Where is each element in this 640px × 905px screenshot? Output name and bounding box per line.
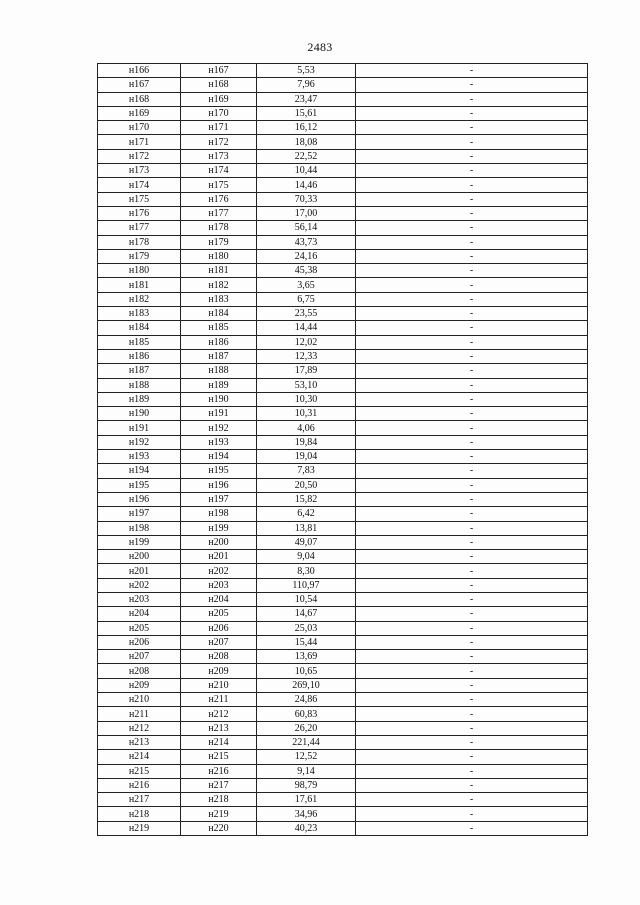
from-point-cell: н198 xyxy=(98,521,181,535)
table-row xyxy=(98,693,588,707)
note-cell: - xyxy=(356,735,588,749)
from-point-cell: н214 xyxy=(98,750,181,764)
length-cell: 6,75 xyxy=(257,292,356,306)
length-cell: 25,03 xyxy=(257,621,356,635)
to-point-cell: н203 xyxy=(181,578,257,592)
to-point-cell: н184 xyxy=(181,307,257,321)
length-cell: 221,44 xyxy=(257,735,356,749)
from-point-cell: н166 xyxy=(98,64,181,78)
table-row xyxy=(98,407,588,421)
from-point-cell: н172 xyxy=(98,149,181,163)
length-cell: 23,55 xyxy=(257,307,356,321)
length-cell: 10,31 xyxy=(257,407,356,421)
from-point-cell: н218 xyxy=(98,807,181,821)
from-point-cell: н178 xyxy=(98,235,181,249)
to-point-cell: н217 xyxy=(181,778,257,792)
note-cell: - xyxy=(356,264,588,278)
from-point-cell: н206 xyxy=(98,635,181,649)
to-point-cell: н194 xyxy=(181,450,257,464)
table-row xyxy=(98,550,588,564)
table-row xyxy=(98,621,588,635)
note-cell: - xyxy=(356,278,588,292)
from-point-cell: н205 xyxy=(98,621,181,635)
note-cell: - xyxy=(356,221,588,235)
from-point-cell: н182 xyxy=(98,292,181,306)
length-cell: 10,65 xyxy=(257,664,356,678)
to-point-cell: н195 xyxy=(181,464,257,478)
length-cell: 17,61 xyxy=(257,793,356,807)
from-point-cell: н168 xyxy=(98,92,181,106)
table-row xyxy=(98,750,588,764)
from-point-cell: н212 xyxy=(98,721,181,735)
from-point-cell: н169 xyxy=(98,106,181,120)
from-point-cell: н195 xyxy=(98,478,181,492)
note-cell: - xyxy=(356,64,588,78)
note-cell: - xyxy=(356,478,588,492)
length-cell: 7,83 xyxy=(257,464,356,478)
length-cell: 10,54 xyxy=(257,592,356,606)
to-point-cell: н179 xyxy=(181,235,257,249)
length-cell: 4,06 xyxy=(257,421,356,435)
note-cell: - xyxy=(356,821,588,835)
to-point-cell: н188 xyxy=(181,364,257,378)
table-row xyxy=(98,450,588,464)
to-point-cell: н181 xyxy=(181,264,257,278)
to-point-cell: н172 xyxy=(181,135,257,149)
from-point-cell: н211 xyxy=(98,707,181,721)
note-cell: - xyxy=(356,693,588,707)
to-point-cell: н210 xyxy=(181,678,257,692)
note-cell: - xyxy=(356,292,588,306)
table-row xyxy=(98,478,588,492)
length-cell: 9,04 xyxy=(257,550,356,564)
length-cell: 14,67 xyxy=(257,607,356,621)
to-point-cell: н185 xyxy=(181,321,257,335)
length-cell: 26,20 xyxy=(257,721,356,735)
to-point-cell: н207 xyxy=(181,635,257,649)
note-cell: - xyxy=(356,750,588,764)
length-cell: 60,83 xyxy=(257,707,356,721)
to-point-cell: н215 xyxy=(181,750,257,764)
note-cell: - xyxy=(356,121,588,135)
from-point-cell: н171 xyxy=(98,135,181,149)
length-cell: 17,00 xyxy=(257,206,356,220)
length-cell: 20,50 xyxy=(257,478,356,492)
table-row xyxy=(98,121,588,135)
table-row xyxy=(98,192,588,206)
to-point-cell: н170 xyxy=(181,106,257,120)
length-cell: 15,61 xyxy=(257,106,356,120)
table-row xyxy=(98,335,588,349)
from-point-cell: н175 xyxy=(98,192,181,206)
table-row xyxy=(98,564,588,578)
from-point-cell: н187 xyxy=(98,364,181,378)
note-cell: - xyxy=(356,364,588,378)
note-cell: - xyxy=(356,764,588,778)
table-row xyxy=(98,178,588,192)
to-point-cell: н180 xyxy=(181,249,257,263)
table-body xyxy=(98,64,588,836)
from-point-cell: н200 xyxy=(98,550,181,564)
note-cell: - xyxy=(356,678,588,692)
note-cell: - xyxy=(356,592,588,606)
note-cell: - xyxy=(356,178,588,192)
length-cell: 10,44 xyxy=(257,164,356,178)
note-cell: - xyxy=(356,235,588,249)
table-row xyxy=(98,793,588,807)
length-cell: 17,89 xyxy=(257,364,356,378)
length-cell: 110,97 xyxy=(257,578,356,592)
length-cell: 19,84 xyxy=(257,435,356,449)
table-row xyxy=(98,592,588,606)
length-cell: 7,96 xyxy=(257,78,356,92)
to-point-cell: н211 xyxy=(181,693,257,707)
length-cell: 49,07 xyxy=(257,535,356,549)
table-row xyxy=(98,235,588,249)
table-row xyxy=(98,321,588,335)
note-cell: - xyxy=(356,564,588,578)
table-row xyxy=(98,521,588,535)
to-point-cell: н202 xyxy=(181,564,257,578)
length-cell: 5,53 xyxy=(257,64,356,78)
table-row xyxy=(98,392,588,406)
to-point-cell: н193 xyxy=(181,435,257,449)
length-cell: 10,30 xyxy=(257,392,356,406)
note-cell: - xyxy=(356,392,588,406)
to-point-cell: н213 xyxy=(181,721,257,735)
to-point-cell: н218 xyxy=(181,793,257,807)
to-point-cell: н199 xyxy=(181,521,257,535)
to-point-cell: н169 xyxy=(181,92,257,106)
note-cell: - xyxy=(356,635,588,649)
table-row xyxy=(98,249,588,263)
from-point-cell: н186 xyxy=(98,349,181,363)
from-point-cell: н219 xyxy=(98,821,181,835)
to-point-cell: н189 xyxy=(181,378,257,392)
note-cell: - xyxy=(356,106,588,120)
note-cell: - xyxy=(356,421,588,435)
from-point-cell: н173 xyxy=(98,164,181,178)
from-point-cell: н179 xyxy=(98,249,181,263)
to-point-cell: н204 xyxy=(181,592,257,606)
note-cell: - xyxy=(356,507,588,521)
from-point-cell: н208 xyxy=(98,664,181,678)
to-point-cell: н167 xyxy=(181,64,257,78)
table-row xyxy=(98,807,588,821)
table-row xyxy=(98,92,588,106)
table-row xyxy=(98,149,588,163)
note-cell: - xyxy=(356,321,588,335)
table-row xyxy=(98,349,588,363)
from-point-cell: н167 xyxy=(98,78,181,92)
table-row xyxy=(98,635,588,649)
to-point-cell: н192 xyxy=(181,421,257,435)
table-row xyxy=(98,578,588,592)
length-cell: 22,52 xyxy=(257,149,356,163)
to-point-cell: н191 xyxy=(181,407,257,421)
table-row xyxy=(98,78,588,92)
from-point-cell: н209 xyxy=(98,678,181,692)
from-point-cell: н201 xyxy=(98,564,181,578)
from-point-cell: н185 xyxy=(98,335,181,349)
note-cell: - xyxy=(356,535,588,549)
from-point-cell: н176 xyxy=(98,206,181,220)
table-row xyxy=(98,464,588,478)
from-point-cell: н191 xyxy=(98,421,181,435)
from-point-cell: н190 xyxy=(98,407,181,421)
length-cell: 34,96 xyxy=(257,807,356,821)
from-point-cell: н196 xyxy=(98,492,181,506)
note-cell: - xyxy=(356,707,588,721)
table-row xyxy=(98,292,588,306)
from-point-cell: н202 xyxy=(98,578,181,592)
table-row xyxy=(98,378,588,392)
length-cell: 6,42 xyxy=(257,507,356,521)
from-point-cell: н174 xyxy=(98,178,181,192)
table-row xyxy=(98,264,588,278)
from-point-cell: н181 xyxy=(98,278,181,292)
length-cell: 13,69 xyxy=(257,650,356,664)
note-cell: - xyxy=(356,578,588,592)
note-cell: - xyxy=(356,164,588,178)
table-row xyxy=(98,364,588,378)
to-point-cell: н220 xyxy=(181,821,257,835)
length-cell: 53,10 xyxy=(257,378,356,392)
to-point-cell: н206 xyxy=(181,621,257,635)
length-cell: 23,47 xyxy=(257,92,356,106)
table-row xyxy=(98,164,588,178)
note-cell: - xyxy=(356,650,588,664)
length-cell: 3,65 xyxy=(257,278,356,292)
from-point-cell: н194 xyxy=(98,464,181,478)
note-cell: - xyxy=(356,206,588,220)
to-point-cell: н175 xyxy=(181,178,257,192)
note-cell: - xyxy=(356,435,588,449)
to-point-cell: н201 xyxy=(181,550,257,564)
to-point-cell: н186 xyxy=(181,335,257,349)
length-cell: 24,16 xyxy=(257,249,356,263)
note-cell: - xyxy=(356,778,588,792)
length-cell: 13,81 xyxy=(257,521,356,535)
from-point-cell: н189 xyxy=(98,392,181,406)
to-point-cell: н216 xyxy=(181,764,257,778)
to-point-cell: н209 xyxy=(181,664,257,678)
to-point-cell: н190 xyxy=(181,392,257,406)
table-row xyxy=(98,206,588,220)
from-point-cell: н213 xyxy=(98,735,181,749)
length-cell: 269,10 xyxy=(257,678,356,692)
table-row xyxy=(98,721,588,735)
from-point-cell: н180 xyxy=(98,264,181,278)
note-cell: - xyxy=(356,807,588,821)
table-row xyxy=(98,135,588,149)
note-cell: - xyxy=(356,307,588,321)
table-row xyxy=(98,221,588,235)
table-row xyxy=(98,821,588,835)
length-cell: 70,33 xyxy=(257,192,356,206)
to-point-cell: н171 xyxy=(181,121,257,135)
table-row xyxy=(98,106,588,120)
to-point-cell: н168 xyxy=(181,78,257,92)
table-row xyxy=(98,764,588,778)
to-point-cell: н197 xyxy=(181,492,257,506)
from-point-cell: н177 xyxy=(98,221,181,235)
table-row xyxy=(98,492,588,506)
to-point-cell: н183 xyxy=(181,292,257,306)
from-point-cell: н216 xyxy=(98,778,181,792)
note-cell: - xyxy=(356,335,588,349)
to-point-cell: н182 xyxy=(181,278,257,292)
table-row xyxy=(98,607,588,621)
table-row xyxy=(98,735,588,749)
to-point-cell: н178 xyxy=(181,221,257,235)
to-point-cell: н208 xyxy=(181,650,257,664)
from-point-cell: н183 xyxy=(98,307,181,321)
from-point-cell: н207 xyxy=(98,650,181,664)
from-point-cell: н217 xyxy=(98,793,181,807)
to-point-cell: н187 xyxy=(181,349,257,363)
length-cell: 15,44 xyxy=(257,635,356,649)
boundary-table xyxy=(97,63,588,836)
length-cell: 45,38 xyxy=(257,264,356,278)
table-row xyxy=(98,535,588,549)
from-point-cell: н210 xyxy=(98,693,181,707)
note-cell: - xyxy=(356,135,588,149)
length-cell: 16,12 xyxy=(257,121,356,135)
note-cell: - xyxy=(356,378,588,392)
table-row xyxy=(98,307,588,321)
length-cell: 98,79 xyxy=(257,778,356,792)
from-point-cell: н215 xyxy=(98,764,181,778)
to-point-cell: н198 xyxy=(181,507,257,521)
length-cell: 56,14 xyxy=(257,221,356,235)
note-cell: - xyxy=(356,249,588,263)
table-row xyxy=(98,650,588,664)
to-point-cell: н174 xyxy=(181,164,257,178)
to-point-cell: н196 xyxy=(181,478,257,492)
note-cell: - xyxy=(356,521,588,535)
note-cell: - xyxy=(356,450,588,464)
table-row xyxy=(98,664,588,678)
from-point-cell: н204 xyxy=(98,607,181,621)
table-row xyxy=(98,421,588,435)
note-cell: - xyxy=(356,492,588,506)
to-point-cell: н200 xyxy=(181,535,257,549)
table-row xyxy=(98,435,588,449)
note-cell: - xyxy=(356,664,588,678)
from-point-cell: н197 xyxy=(98,507,181,521)
note-cell: - xyxy=(356,607,588,621)
length-cell: 9,14 xyxy=(257,764,356,778)
table-row xyxy=(98,278,588,292)
length-cell: 18,08 xyxy=(257,135,356,149)
length-cell: 19,04 xyxy=(257,450,356,464)
length-cell: 43,73 xyxy=(257,235,356,249)
length-cell: 15,82 xyxy=(257,492,356,506)
length-cell: 12,52 xyxy=(257,750,356,764)
note-cell: - xyxy=(356,78,588,92)
table-row xyxy=(98,707,588,721)
note-cell: - xyxy=(356,192,588,206)
to-point-cell: н173 xyxy=(181,149,257,163)
from-point-cell: н188 xyxy=(98,378,181,392)
from-point-cell: н193 xyxy=(98,450,181,464)
note-cell: - xyxy=(356,721,588,735)
table-row xyxy=(98,64,588,78)
length-cell: 12,02 xyxy=(257,335,356,349)
note-cell: - xyxy=(356,349,588,363)
table-row xyxy=(98,678,588,692)
note-cell: - xyxy=(356,550,588,564)
note-cell: - xyxy=(356,793,588,807)
to-point-cell: н219 xyxy=(181,807,257,821)
note-cell: - xyxy=(356,464,588,478)
note-cell: - xyxy=(356,92,588,106)
from-point-cell: н170 xyxy=(98,121,181,135)
length-cell: 40,23 xyxy=(257,821,356,835)
length-cell: 14,44 xyxy=(257,321,356,335)
from-point-cell: н199 xyxy=(98,535,181,549)
length-cell: 12,33 xyxy=(257,349,356,363)
length-cell: 8,30 xyxy=(257,564,356,578)
from-point-cell: н203 xyxy=(98,592,181,606)
note-cell: - xyxy=(356,621,588,635)
table-row xyxy=(98,778,588,792)
table-row xyxy=(98,507,588,521)
page-number: 2483 xyxy=(307,40,333,54)
from-point-cell: н192 xyxy=(98,435,181,449)
length-cell: 14,46 xyxy=(257,178,356,192)
length-cell: 24,86 xyxy=(257,693,356,707)
to-point-cell: н177 xyxy=(181,206,257,220)
from-point-cell: н184 xyxy=(98,321,181,335)
to-point-cell: н176 xyxy=(181,192,257,206)
note-cell: - xyxy=(356,149,588,163)
note-cell: - xyxy=(356,407,588,421)
to-point-cell: н205 xyxy=(181,607,257,621)
to-point-cell: н212 xyxy=(181,707,257,721)
to-point-cell: н214 xyxy=(181,735,257,749)
